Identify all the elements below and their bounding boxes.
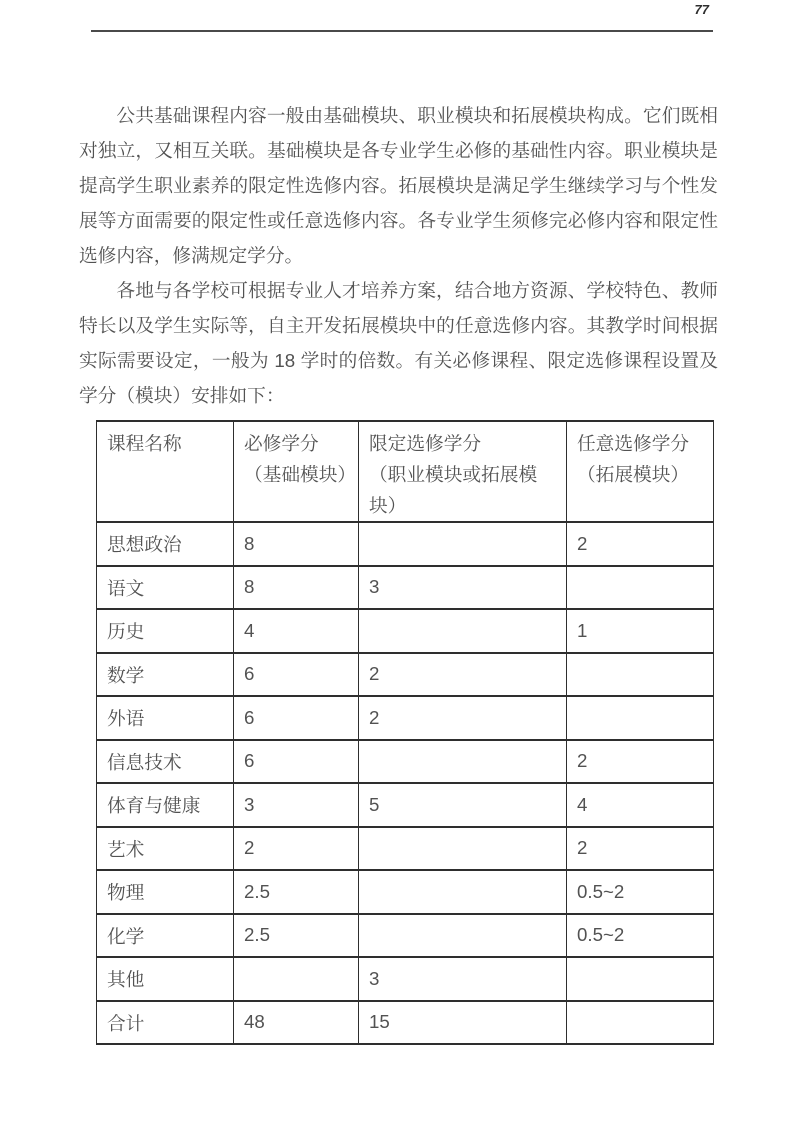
cell-required-credits: 6	[234, 696, 359, 740]
cell-required-credits: 2.5	[234, 870, 359, 914]
table-row	[97, 522, 714, 566]
page-number: 77	[694, 2, 709, 17]
cell-limited-credits: 2	[359, 653, 567, 697]
cell-required-credits: 48	[234, 1001, 359, 1045]
table-row	[97, 740, 714, 784]
cell-optional-credits: 1	[567, 609, 714, 653]
cell-course-name: 合计	[97, 1001, 234, 1045]
cell-optional-credits: 2	[567, 522, 714, 566]
cell-course-name: 语文	[97, 566, 234, 610]
col-header-course-name	[97, 421, 234, 522]
cell-course-name: 历史	[97, 609, 234, 653]
table-row	[97, 827, 714, 871]
table-row-total	[97, 1001, 714, 1045]
col-header-subtitle: （基础模块）	[244, 464, 357, 485]
cell-required-credits: 6	[234, 740, 359, 784]
col-header-limited-elective-credits	[359, 421, 567, 522]
cell-course-name: 外语	[97, 696, 234, 740]
cell-course-name: 信息技术	[97, 740, 234, 784]
cell-required-credits: 2	[234, 827, 359, 871]
table-header-row	[97, 421, 714, 522]
table-row	[97, 957, 714, 1001]
cell-optional-credits: 0.5~2	[567, 870, 714, 914]
cell-optional-credits: 2	[567, 827, 714, 871]
table-row	[97, 783, 714, 827]
col-header-title: 任意选修学分	[577, 433, 690, 454]
col-header-title: 必修学分	[244, 433, 319, 454]
cell-limited-credits	[359, 522, 567, 566]
cell-course-name: 艺术	[97, 827, 234, 871]
table-row	[97, 914, 714, 958]
cell-limited-credits	[359, 609, 567, 653]
col-header-title: 课程名称	[107, 433, 182, 454]
cell-optional-credits	[567, 957, 714, 1001]
cell-limited-credits	[359, 827, 567, 871]
cell-course-name: 体育与健康	[97, 783, 234, 827]
table-row	[97, 653, 714, 697]
paragraph-course-modules: 公共基础课程内容一般由基础模块、职业模块和拓展模块构成。它们既相对独立，又相互关联。基础模块是各专业学生必修的基础性内容。职业模块是提高学生职业素养的限定性选修内容。拓展模块是满足学生继续学习与个性发展等方面需要的限定性或任意选修内容。各专业学生须修完必修内容和限定性选修内容，修满规定学分。	[79, 105, 718, 266]
table-row	[97, 696, 714, 740]
col-header-required-credits	[234, 421, 359, 522]
col-header-subtitle: （拓展模块）	[577, 464, 690, 485]
cell-required-credits: 2.5	[234, 914, 359, 958]
table-row	[97, 566, 714, 610]
cell-limited-credits: 3	[359, 957, 567, 1001]
cell-course-name: 数学	[97, 653, 234, 697]
cell-course-name: 其他	[97, 957, 234, 1001]
cell-limited-credits	[359, 870, 567, 914]
col-header-subtitle: （职业模块或拓展模块）	[369, 464, 538, 516]
cell-limited-credits: 2	[359, 696, 567, 740]
cell-optional-credits: 2	[567, 740, 714, 784]
cell-limited-credits: 15	[359, 1001, 567, 1045]
credits-table	[96, 420, 714, 1045]
cell-limited-credits: 5	[359, 783, 567, 827]
header-rule	[91, 30, 713, 32]
cell-optional-credits: 0.5~2	[567, 914, 714, 958]
cell-required-credits: 8	[234, 566, 359, 610]
col-header-title: 限定选修学分	[369, 433, 482, 454]
cell-optional-credits	[567, 653, 714, 697]
cell-required-credits: 8	[234, 522, 359, 566]
cell-limited-credits: 3	[359, 566, 567, 610]
cell-course-name: 化学	[97, 914, 234, 958]
content-area	[79, 98, 718, 1045]
cell-required-credits	[234, 957, 359, 1001]
paragraph-school-plan: 各地与各学校可根据专业人才培养方案，结合地方资源、学校特色、教师特长以及学生实际等，自主开发拓展模块中的任意选修内容。其教学时间根据实际需要设定，一般为 18 学时的倍数。有关必修课程、限定选修课程设置及学分（模块）安排如下：	[79, 280, 718, 406]
cell-course-name: 物理	[97, 870, 234, 914]
cell-course-name: 思想政治	[97, 522, 234, 566]
cell-optional-credits: 4	[567, 783, 714, 827]
table-row	[97, 609, 714, 653]
cell-optional-credits	[567, 1001, 714, 1045]
cell-limited-credits	[359, 740, 567, 784]
cell-optional-credits	[567, 566, 714, 610]
cell-limited-credits	[359, 914, 567, 958]
table-row	[97, 870, 714, 914]
cell-optional-credits	[567, 696, 714, 740]
cell-required-credits: 6	[234, 653, 359, 697]
col-header-free-elective-credits	[567, 421, 714, 522]
cell-required-credits: 4	[234, 609, 359, 653]
cell-required-credits: 3	[234, 783, 359, 827]
